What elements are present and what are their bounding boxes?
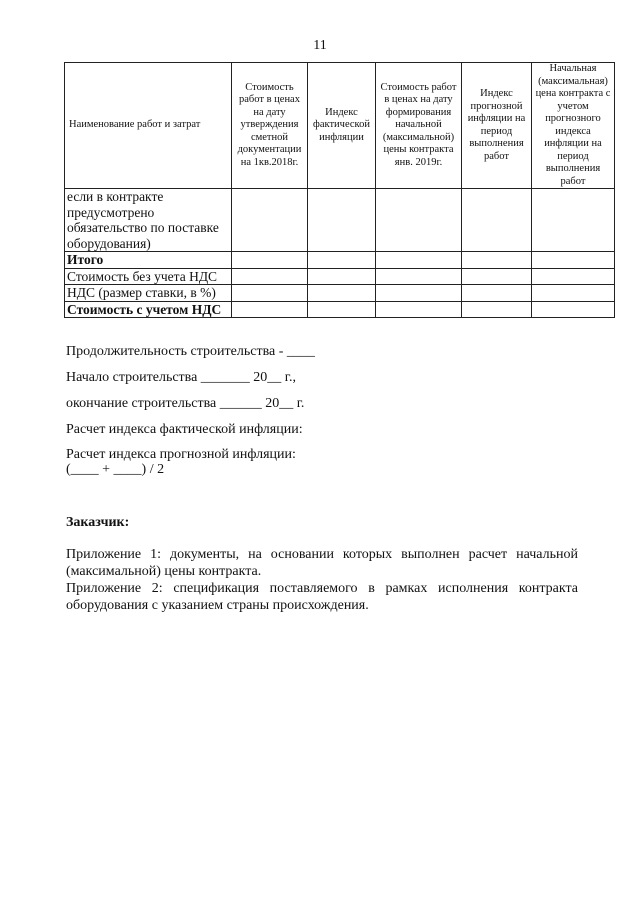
table-cell[interactable] (308, 189, 376, 252)
table-cell[interactable] (462, 285, 532, 302)
row-label: Итого (65, 252, 232, 269)
customer-label: Заказчик: (66, 515, 130, 530)
construction-end: окончание строительства ______ 20__ г. (66, 396, 305, 411)
header-actual-index: Индекс фактической инфляции (308, 63, 376, 189)
table-cell[interactable] (376, 252, 462, 269)
forecast-inflation-calc: Расчет индекса прогнозной инфляции: (66, 447, 296, 462)
actual-inflation-calc: Расчет индекса фактической инфляции: (66, 422, 303, 437)
construction-duration: Продолжительность строительства - ____ (66, 344, 315, 359)
table-cell[interactable] (308, 252, 376, 269)
header-cost-2019: Стоимость работ в ценах на дату формирования начальной (максимальной) цены контракта янв. 2019г. (376, 63, 462, 189)
table-row (65, 252, 615, 269)
table-cell[interactable] (232, 252, 308, 269)
table-cell[interactable] (532, 301, 615, 318)
table-cell[interactable] (462, 189, 532, 252)
row-label: Стоимость с учетом НДС (65, 301, 232, 318)
page-number: 11 (313, 38, 327, 53)
table-cell[interactable] (376, 285, 462, 302)
table-row (65, 285, 615, 302)
row-label: НДС (размер ставки, в %) (65, 285, 232, 302)
header-cost-2018: Стоимость работ в ценах на дату утверждения сметной документации на 1кв.2018г. (232, 63, 308, 189)
header-max-price: Начальная (максимальная) цена контракта с учетом прогнозного индекса инфляции на период выполнения работ (532, 63, 615, 189)
cost-table (64, 62, 615, 318)
table-cell[interactable] (232, 189, 308, 252)
header-forecast-index: Индекс прогнозной инфляции на период выполнения работ (462, 63, 532, 189)
construction-start: Начало строительства _______ 20__ г., (66, 370, 296, 385)
table-cell[interactable] (232, 268, 308, 285)
table-cell[interactable] (462, 301, 532, 318)
table-cell[interactable] (308, 268, 376, 285)
table-cell[interactable] (376, 189, 462, 252)
table-row (65, 268, 615, 285)
table-row (65, 301, 615, 318)
table-row (65, 189, 615, 252)
table-cell[interactable] (532, 189, 615, 252)
appendix-1: Приложение 1: документы, на основании которых выполнен расчет начальной (максимальной) цены контракта. (66, 547, 578, 579)
inflation-formula: (____ + ____) / 2 (66, 462, 165, 477)
table-cell[interactable] (308, 285, 376, 302)
table-cell[interactable] (532, 268, 615, 285)
table-cell[interactable] (376, 268, 462, 285)
row-label: если в контракте предусмотрено обязательство по поставке оборудования) (65, 189, 232, 252)
table-cell[interactable] (376, 301, 462, 318)
table-cell[interactable] (462, 268, 532, 285)
table-cell[interactable] (308, 301, 376, 318)
table-cell[interactable] (232, 285, 308, 302)
table-header-row (65, 63, 615, 189)
row-label: Стоимость без учета НДС (65, 268, 232, 285)
table-cell[interactable] (532, 252, 615, 269)
table-cell[interactable] (462, 252, 532, 269)
table-cell[interactable] (532, 285, 615, 302)
appendix-2: Приложение 2: спецификация поставляемого в рамках исполнения контракта оборудования с указанием страны происхождения. (66, 581, 578, 613)
header-work-name: Наименование работ и затрат (65, 63, 232, 189)
table-cell[interactable] (232, 301, 308, 318)
